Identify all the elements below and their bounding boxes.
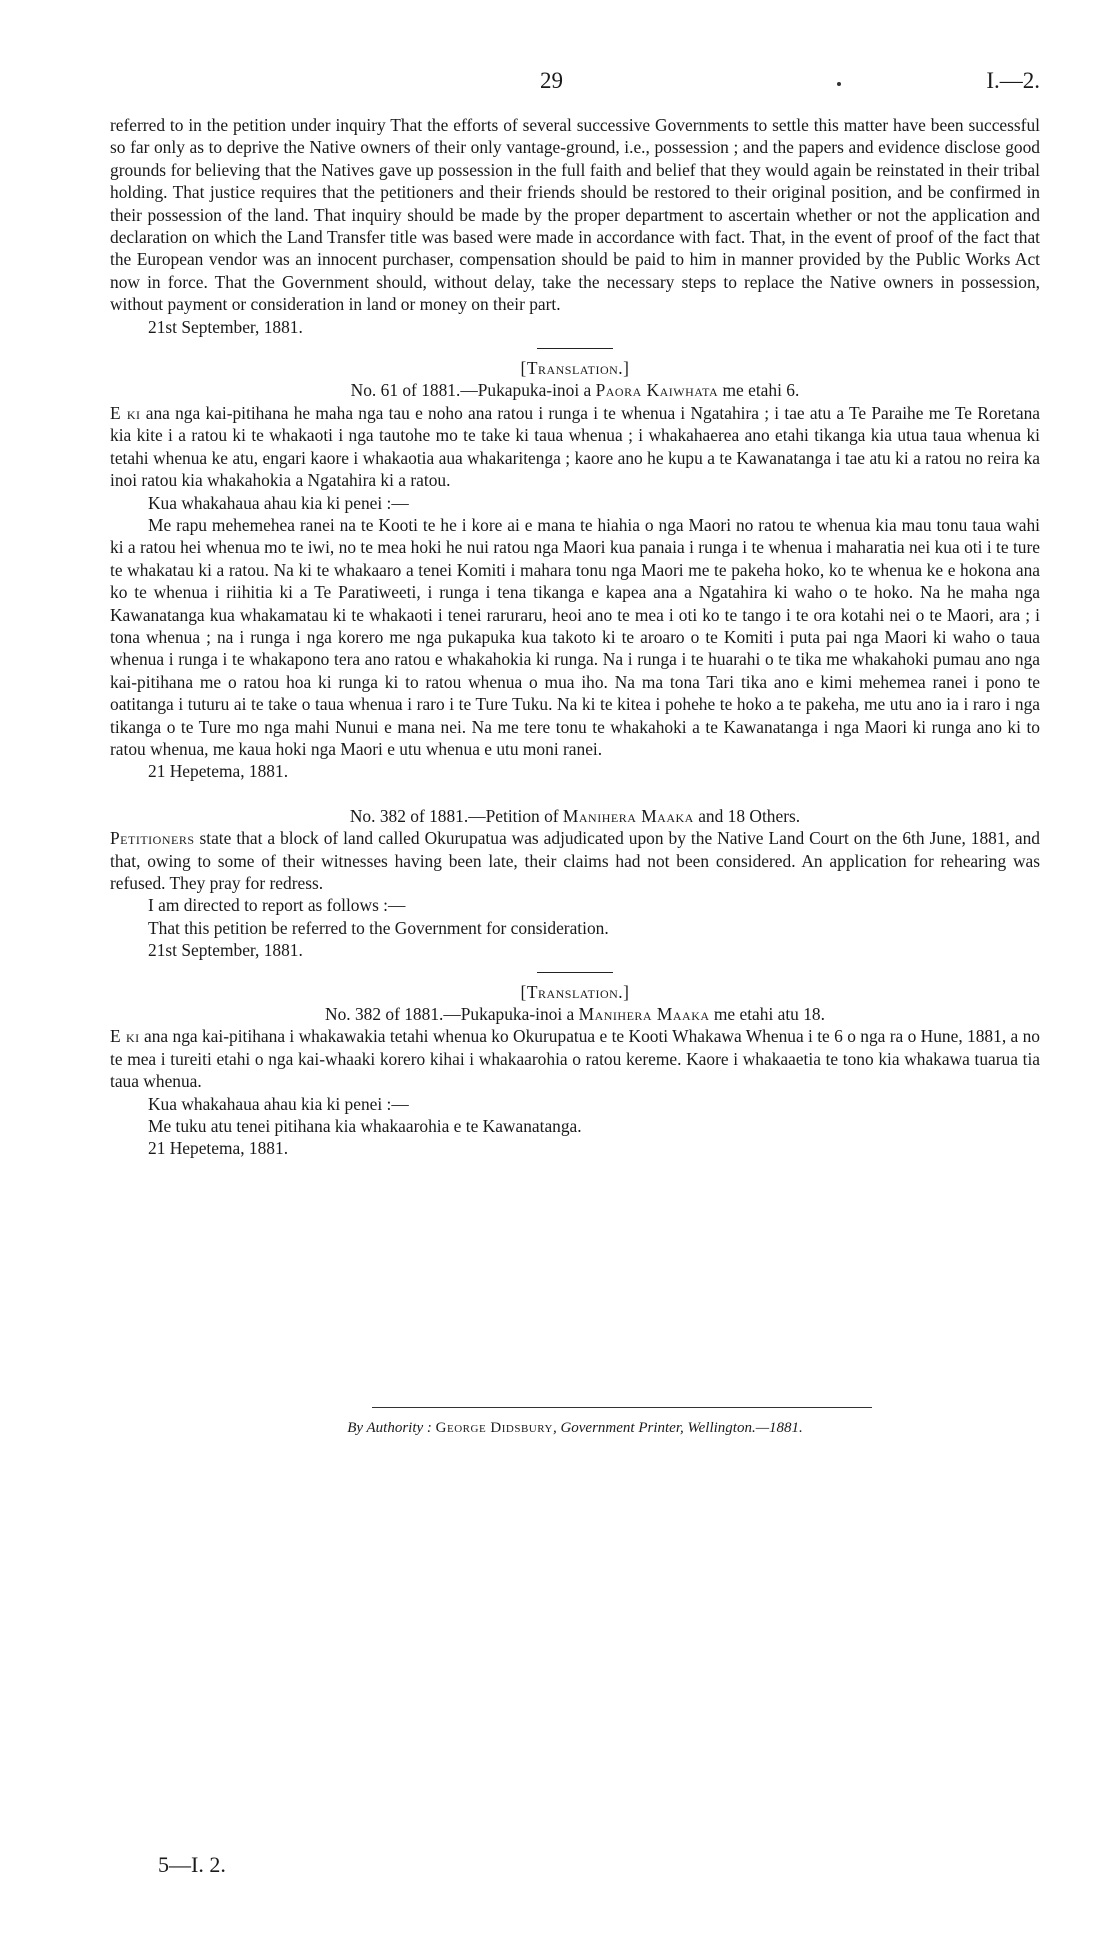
date-english-2: 21st September, 1881. <box>148 940 303 961</box>
title-prefix: No. 382 of 1881.—Petition of <box>349 805 563 826</box>
page-number: 29 <box>540 68 563 93</box>
petitioner-name: Manihera Maaka <box>562 805 694 826</box>
paragraph-directive-english: I am directed to report as follows :— <box>148 895 406 916</box>
title-prefix: No. 382 of 1881.—Pukapuka-inoi a <box>325 1004 579 1025</box>
title-suffix: me etahi 6. <box>718 380 800 401</box>
title-suffix: and 18 Others. <box>693 805 801 826</box>
paragraph-directive-maori-1: Kua whakahaua ahau kia ki penei :— <box>148 492 409 513</box>
lead-words: E ki <box>110 402 141 423</box>
section-divider <box>537 972 613 973</box>
printer-imprint <box>110 1420 1040 1437</box>
section-divider <box>537 348 613 349</box>
title-suffix: me etahi atu 18. <box>709 1004 825 1025</box>
title-prefix: No. 61 of 1881.—Pukapuka-inoi a <box>350 380 596 401</box>
date-english-1: 21st September, 1881. <box>148 316 303 337</box>
paragraph-text: ana nga kai-pitihana he maha nga tau e noho ana ratou i runga i te whenua i Ngatahira ; i tae atu a Te Paraihe me Te Roretana kia kite i a ratou ki te whakaoti i nga tautohe mo te take ki taua whenua ; i whakahaerea ano etahi tikanga kia utua taua whenua ki tetahi whenua ke atu, engari kaore i whakaotia aua whakaritenga ; kaore ano he kupu a te Kawanatanga i tae atu ki a ratou no reira ka inoi ratou kia whakahokia a Ngatahira ki a ratou. <box>110 402 1040 491</box>
petitioner-name: Paora Kaiwhata <box>595 380 719 401</box>
paragraph-directive-maori-2: Kua whakahaua ahau kia ki penei :— <box>148 1093 409 1114</box>
paragraph-recommendation-382: That this petition be referred to the Government for consideration. <box>148 917 609 938</box>
paragraph-maori-petition-61 <box>110 402 1040 492</box>
paragraph-maori-report-61: Me rapu mehemehea ranei na te Kooti te he i kore ai e mana te hiahia o nga Maori no ratou te whenua kia mau tonu taua wahi ki a ratou hei whenua mo te iwi, no te mea hoki he nui ratou nga Maori kua panaia i runga i te whenua i maharatia nei kua oti i te ture te whakatau ki a ratou. Na ki te whakaaro a tenei Komiti i mahara tonu nga Maori me te pakeha hoko, ko te whenua ke e hokona ana ko te whenua i riihitia ki a Te Paratiweeti, i runga i tena tikanga e kapea ana a Ngatahira ki waho o te hoko. Na he maha nga Kawanatanga kua whakamatau ki te whakaoti i tenei raruraru, heoi ano te mea i oti ko te tango i te ora kotahi nei o te Maori, ara ; i tona whenua ; na i runga i nga korero me nga pukapuka kua takoto ki te aroaro o te Komiti i puta pai nga Maori ki waho o taua whenua i runga i te whakapono tera ano ratou e whakahokia ki runga. Na i runga i te huarahi o te tika me whakahoki pumau ano nga kai-pitihana me o ratou hoa ki runga ki to ratou whenua o mua iho. Na ma tona Tari tika ano e kimi mehemea ranei i pono te oatitanga i tuturu ai te take o taua whenua i raro i te Ture Tuku. Na ki te kitea i pohehe te hoko a te pakeha, me utu ano ia i raro i nga tikanga o te Ture mo nga mahi Nunui e mana nei. Na me tere tonu te whakahoki a te Kawanatanga i nga Maori ki runga ano ki to ratou whenua, me kaua hoki nga Maori e utu whenua e utu moni ranei. <box>110 514 1040 759</box>
paragraph-petition-382 <box>110 827 1040 894</box>
document-body <box>110 114 1040 1160</box>
speck-mark <box>837 82 841 86</box>
document-reference: I.—2. <box>986 68 1040 93</box>
date-maori-1: 21 Hepetema, 1881. <box>148 761 289 782</box>
petition-title-382-english <box>110 805 1040 827</box>
lead-words: Petitioners <box>110 828 195 849</box>
page-header <box>110 68 1040 102</box>
petition-title-382-maori <box>110 1003 1040 1025</box>
footer-divider <box>372 1407 872 1408</box>
lead-words: E ki <box>110 1026 140 1047</box>
paragraph-text: state that a block of land called Okurupatua was adjudicated upon by the Native Land Court on the 6th June, 1881, and that, owing to some of their witnesses having been late, their claims had not been considered. An application for rehearing was refused. They pray for redress. <box>110 828 1040 893</box>
petitioner-name: Manihera Maaka <box>578 1004 710 1025</box>
paragraph-report-continued: referred to in the petition under inquiry That the efforts of several successive Governments to settle this matter have been successful so far only as to deprive the Native owners of their only vantage-ground, i.e., possession ; and the papers and evidence disclose good grounds for believing that the Natives gave up possession in the full faith and belief that they would again be reinstated in their tribal holding. That justice requires that the petitioners and their friends should be restored to their original position, and be confirmed in their possession of the land. That inquiry should be made by the proper department to ascertain whether or not the application and declaration on which the Land Transfer title was based were made in accordance with fact. That, in the event of proof of the fact that the European vendor was an innocent purchaser, compensation should be paid to him in manner provided by the Public Works Act now in force. That the Government should, without delay, take the necessary steps to replace the Native owners in possession, without payment or consideration in land or money on their part. <box>110 115 1040 315</box>
translation-heading-1: [Translation.] <box>520 358 630 379</box>
sheet-signature: 5—I. 2. <box>158 1852 226 1877</box>
petition-title-61-maori <box>110 379 1040 401</box>
translation-heading-2: [Translation.] <box>520 981 630 1002</box>
imprint-by-authority: By Authority : <box>347 1420 436 1436</box>
imprint-details: , Government Printer, Wellington.—1881. <box>552 1420 803 1436</box>
imprint-printer-name: George Didsbury <box>435 1420 553 1436</box>
date-maori-2: 21 Hepetema, 1881. <box>148 1138 289 1159</box>
paragraph-text: ana nga kai-pitihana i whakawakia tetahi whenua ko Okurupatua e te Kooti Whakawa Whenua i te 6 o nga ra o Hune, 1881, a no te mea i tureiti etahi o nga kai-whaaki korero kihai i whakaarohia o ratou kereme. Kaore i whakaaetia te tono kia whakawa tuarua tia taua whenua. <box>110 1026 1040 1092</box>
paragraph-maori-petition-382 <box>110 1025 1040 1092</box>
paragraph-maori-recommendation-382: Me tuku atu tenei pitihana kia whakaarohia e te Kawanatanga. <box>148 1116 582 1137</box>
